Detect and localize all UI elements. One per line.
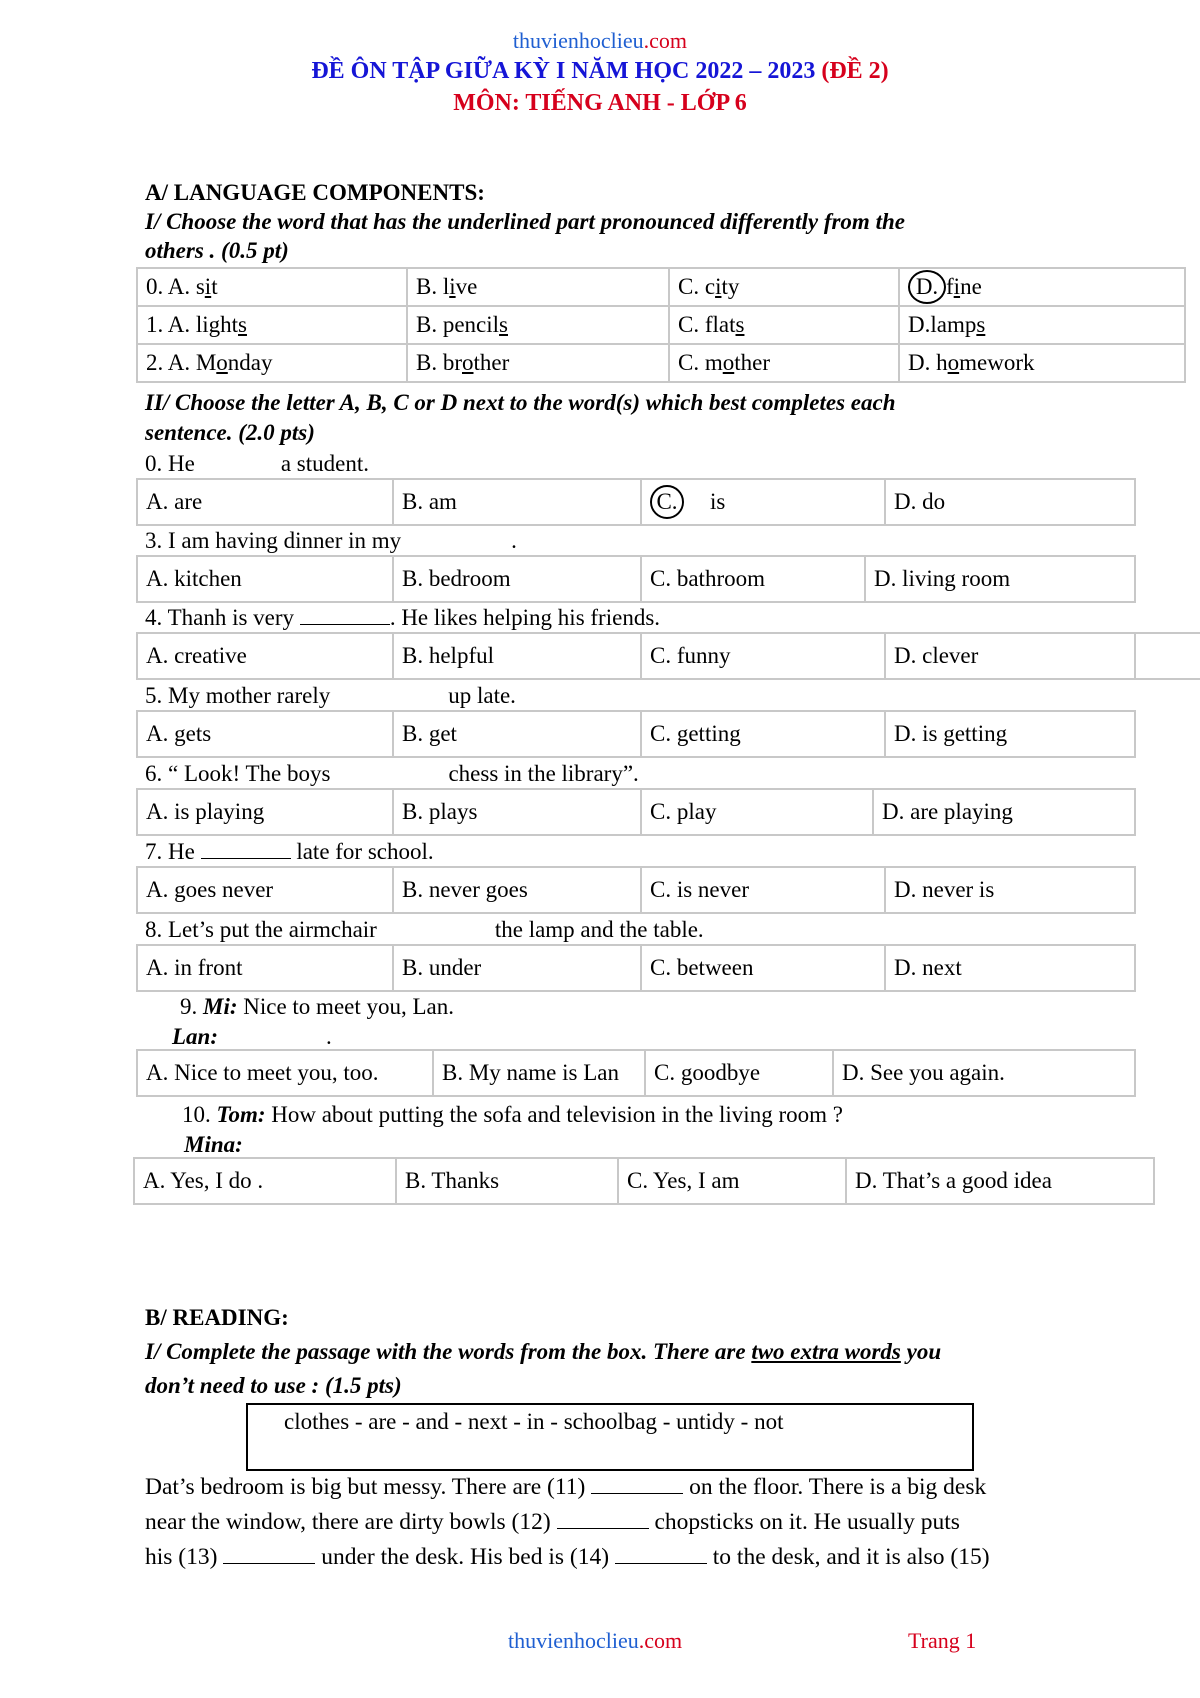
table-row [137,633,1200,679]
page-number: Trang 1 [908,1628,977,1653]
option-a[interactable]: A. are [137,479,393,525]
answer-circle: C. [650,485,684,519]
option-c[interactable]: C. is never [641,867,885,913]
question-9-reply: Lan: . [172,1024,332,1049]
table-row [137,867,1135,913]
option-c[interactable]: C. mother [669,344,899,382]
option-b[interactable]: B. brother [407,344,669,382]
passage-line-2: near the window, there are dirty bowls (12) chopsticks on it. He usually puts [145,1509,960,1535]
table-row [137,306,1185,344]
option-c[interactable]: C. Yes, I am [618,1158,846,1204]
answer-blank[interactable] [223,1545,315,1564]
section-a-heading: A/ LANGUAGE COMPONENTS: [145,180,485,205]
answer-table-5 [136,710,1136,758]
option-b[interactable]: B. helpful [393,633,641,679]
option-a[interactable]: 1. A. lights [137,306,407,344]
option-c[interactable]: C. between [641,945,885,991]
word-box [246,1403,974,1471]
question-10-reply: Mina: [184,1132,243,1157]
option-a[interactable]: A. goes never [137,867,393,913]
site-name[interactable]: thuvienhoclieu.com [512,28,688,53]
option-a[interactable]: 2. A. Monday [137,344,407,382]
subject-title: MÔN: TIẾNG ANH - LỚP 6 [453,90,747,116]
answer-table-9 [136,1049,1136,1097]
option-d[interactable]: D. do [885,479,1135,525]
table-row [137,711,1135,757]
exam-title: ĐỀ ÔN TẬP GIỮA KỲ I NĂM HỌC 2022 – 2023 (ĐỀ 2) [311,58,889,84]
option-b[interactable]: B. My name is Lan [433,1050,645,1096]
answer-blank[interactable] [615,1545,707,1564]
option-a[interactable]: A. Yes, I do . [134,1158,396,1204]
reading-part1-heading-line2: don’t need to use : (1.5 pts) [145,1373,402,1398]
question-6: 6. “ Look! The boys chess in the library”. [145,761,639,786]
option-d[interactable]: D. living room [865,556,1135,602]
answer-table-10 [133,1157,1155,1205]
option-a[interactable]: A. is playing [137,789,393,835]
table-row [137,1050,1135,1096]
question-5: 5. My mother rarely up late. [145,683,516,708]
option-c[interactable]: C. city [669,268,899,306]
question-4: 4. Thanh is very . He likes helping his friends. [145,605,661,630]
passage-line-3: his (13) under the desk. His bed is (14) to the desk, and it is also (15) [145,1544,990,1570]
option-d[interactable]: D. is getting [885,711,1135,757]
option-c[interactable]: C. play [641,789,873,835]
option-b[interactable]: B. Thanks [396,1158,618,1204]
option-a[interactable]: 0. A. sit [137,268,407,306]
option-a[interactable]: A. creative [137,633,393,679]
option-a[interactable]: A. gets [137,711,393,757]
section-b-heading: B/ READING: [145,1305,289,1330]
answer-table-6 [136,788,1136,836]
table-row [137,479,1135,525]
pronunciation-table [136,267,1186,383]
option-a[interactable]: A. in front [137,945,393,991]
option-b[interactable]: B. live [407,268,669,306]
table-row [137,344,1185,382]
option-c[interactable]: C. bathroom [641,556,865,602]
question-3: 3. I am having dinner in my . [145,528,517,553]
option-b[interactable]: B. pencils [407,306,669,344]
option-d[interactable]: D. next [885,945,1135,991]
part1-heading-line1: I/ Choose the word that has the underlined part pronounced differently from the [145,209,905,234]
option-c-selected[interactable]: C. is [641,479,885,525]
option-a[interactable]: A. kitchen [137,556,393,602]
answer-table-0 [136,478,1136,526]
option-d[interactable]: D. homework [899,344,1185,382]
answer-circle: D. [908,270,946,304]
option-b[interactable]: B. get [393,711,641,757]
option-d[interactable]: D. clever [885,633,1135,679]
passage-line-1: Dat’s bedroom is big but messy. There are (11) on the floor. There is a big desk [145,1474,987,1500]
option-c[interactable]: C. flats [669,306,899,344]
option-b[interactable]: B. am [393,479,641,525]
answer-table-3 [136,555,1136,603]
option-d[interactable]: D. That’s a good idea [846,1158,1154,1204]
option-b[interactable]: B. under [393,945,641,991]
part1-heading-line2: others . (0.5 pt) [145,238,289,263]
reading-part1-heading-line1: I/ Complete the passage with the words from the box. There are two extra words you [145,1339,942,1364]
table-row [137,789,1135,835]
word-box-text: clothes - are - and - next - in - schoolbag - untidy - not [284,1409,784,1434]
option-d[interactable]: D. See you again. [833,1050,1135,1096]
footer-site[interactable]: thuvienhoclieu.com [508,1628,683,1653]
answer-table-8 [136,944,1136,992]
question-9: 9. Mi: Nice to meet you, Lan. [180,994,455,1019]
option-b[interactable]: B. plays [393,789,641,835]
answer-table-4 [136,632,1200,680]
table-row [137,268,1185,306]
part2-heading-line1: II/ Choose the letter A, B, C or D next to the word(s) which best completes each [145,390,896,415]
table-row [134,1158,1154,1204]
option-d[interactable]: D.lamps [899,306,1185,344]
answer-table-7 [136,866,1136,914]
empty-cell [1135,633,1200,679]
option-b[interactable]: B. never goes [393,867,641,913]
option-b[interactable]: B. bedroom [393,556,641,602]
answer-blank[interactable] [300,606,390,625]
question-8: 8. Let’s put the airmchair the lamp and the table. [145,917,704,942]
option-d-selected[interactable]: D. fine [899,268,1185,306]
table-row [137,945,1135,991]
table-row [137,556,1135,602]
answer-blank[interactable] [201,840,291,859]
answer-blank[interactable] [557,1510,649,1529]
option-c[interactable]: C. funny [641,633,885,679]
question-7: 7. He late for school. [145,839,434,864]
answer-blank[interactable] [591,1475,683,1494]
option-d[interactable]: D. never is [885,867,1135,913]
option-d[interactable]: D. are playing [873,789,1135,835]
option-a[interactable]: A. Nice to meet you, too. [137,1050,433,1096]
question-10: 10. Tom: How about putting the sofa and television in the living room ? [182,1102,843,1127]
option-c[interactable]: C. goodbye [645,1050,833,1096]
option-c[interactable]: C. getting [641,711,885,757]
part2-heading-line2: sentence. (2.0 pts) [145,420,315,445]
question-0: 0. He a student. [145,451,369,476]
